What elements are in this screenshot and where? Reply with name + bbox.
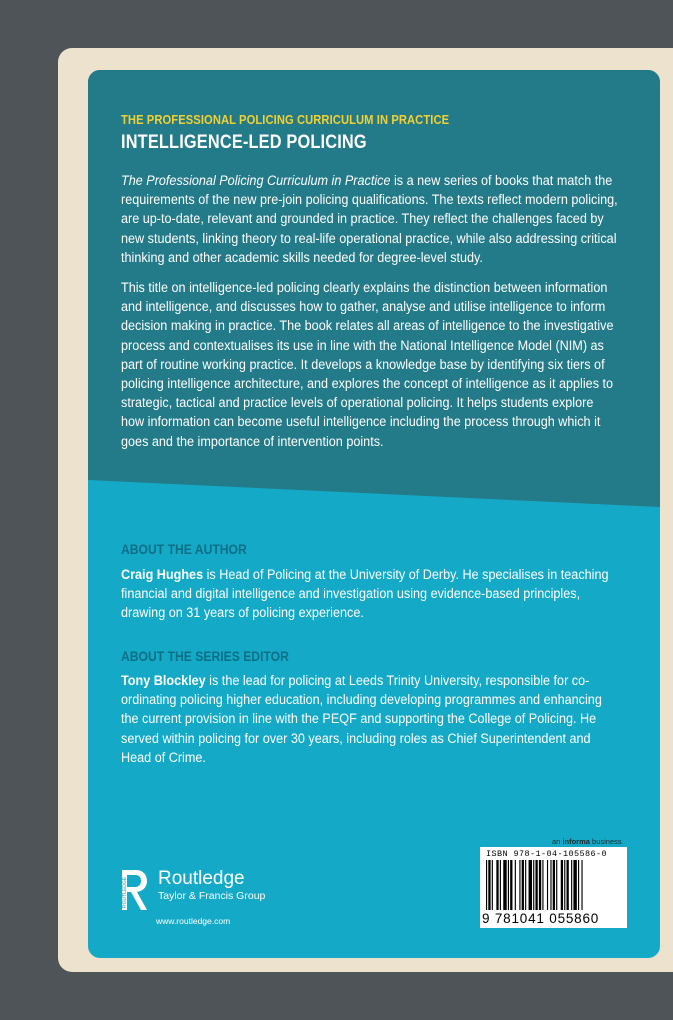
barcode-bar bbox=[564, 860, 565, 910]
routledge-logo bbox=[118, 868, 266, 917]
barcode-bars bbox=[486, 860, 622, 910]
informa-suffix: business bbox=[589, 837, 622, 846]
series-name-italic: The Professional Policing Curriculum in Practice bbox=[121, 173, 391, 189]
description-paragraph-2: This title on intelligence-led policing clearly explains the distinction between information and intelligence, and discusses how to gather, analyse and utilise intelligence to inform decision making in practice. The book relates all areas of intelligence to the investigative process and contextualises its use in line with the National Intelligence Model (NIM) as part of routine working practice. It develops a knowledge base by identifying six tiers of policing intelligence architecture, and explores the concept of intelligence as it applies to strategic, tactical and practice levels of operational policing. It helps students explore how information can become useful intelligence including the process through which it goes and the importance of intervention points. bbox=[121, 280, 614, 450]
barcode-bar bbox=[547, 860, 548, 910]
back-cover-panel bbox=[88, 70, 660, 958]
barcode-bar bbox=[515, 860, 516, 910]
author-bio bbox=[121, 566, 619, 624]
barcode-bar bbox=[519, 860, 520, 910]
barcode-bar bbox=[500, 860, 501, 910]
barcode-bar bbox=[550, 860, 551, 910]
informa-prefix: an bbox=[552, 837, 563, 846]
informa-business-label bbox=[552, 837, 622, 846]
book-title: INTELLIGENCE-LED POLICING bbox=[121, 132, 367, 153]
barcode-bar bbox=[573, 860, 576, 910]
barcode-bar bbox=[496, 860, 498, 910]
description-paragraph-1-text: is a new series of books that match the requirements of the new pre-join policing qualifications. The texts reflect modern policing, are up-to-date, relevant and grounded in practice. They reflect the challenges faced by new students, linking theory to real-life operational practice, while also addressing critical thinking and other academic skills needed for degree-level study. bbox=[121, 173, 618, 266]
routledge-r-icon bbox=[118, 868, 152, 912]
barcode-bar bbox=[510, 860, 512, 910]
barcode-bar bbox=[535, 860, 537, 910]
barcode-bar bbox=[488, 860, 490, 910]
barcode-bar bbox=[571, 860, 572, 910]
barcode-bar bbox=[578, 860, 579, 910]
editor-bio-text: is the lead for policing at Leeds Trinity University, responsible for co-ordinating policing higher education, including developing programmes and enhancing the current provision in line with the PEQF and supporting the College of Policing. He served within policing for over 30 years, including roles as Chief Superintendent and Head of Crime. bbox=[121, 673, 602, 766]
editor-name: Tony Blockley bbox=[121, 673, 206, 689]
about-author-heading: ABOUT THE AUTHOR bbox=[121, 542, 247, 557]
barcode-bar bbox=[561, 860, 563, 910]
barcode-bar bbox=[503, 860, 506, 910]
publisher-name: Routledge bbox=[158, 868, 245, 889]
series-title: THE PROFESSIONAL POLICING CURRICULUM IN PRACTICE bbox=[121, 112, 450, 127]
barcode-bar bbox=[533, 860, 534, 910]
barcode-bar bbox=[539, 860, 541, 910]
about-editor-heading: ABOUT THE SERIES EDITOR bbox=[121, 649, 289, 664]
isbn-label: ISBN 978-1-04-105586-0 bbox=[486, 849, 608, 859]
author-bio-text: is Head of Policing at the University of Derby. He specialises in teaching financial and digital intelligence and investigation using evidence-based principles, drawing on 31 years of policing experience. bbox=[121, 567, 609, 622]
author-name: Craig Hughes bbox=[121, 567, 204, 583]
barcode-bar bbox=[556, 860, 557, 910]
isbn-barcode bbox=[480, 847, 627, 928]
barcode-bar bbox=[508, 860, 509, 910]
barcode-bar bbox=[522, 860, 524, 910]
publisher-website: www.routledge.com bbox=[156, 916, 231, 926]
barcode-bar bbox=[492, 860, 493, 910]
barcode-bar bbox=[542, 860, 543, 910]
publisher-group: Taylor & Francis Group bbox=[158, 890, 266, 902]
barcode-bar bbox=[529, 860, 532, 910]
barcode-bar bbox=[581, 860, 582, 910]
description-paragraph-1 bbox=[121, 172, 619, 268]
informa-word: informa bbox=[562, 837, 590, 846]
barcode-bar bbox=[553, 860, 555, 910]
svg-text:ROUTLEDGE: ROUTLEDGE bbox=[122, 876, 128, 908]
barcode-bar bbox=[525, 860, 526, 910]
editor-bio bbox=[121, 672, 619, 768]
barcode-bar bbox=[567, 860, 569, 910]
barcode-bar bbox=[486, 860, 487, 910]
isbn-number: 9 781041 055860 bbox=[482, 911, 600, 926]
